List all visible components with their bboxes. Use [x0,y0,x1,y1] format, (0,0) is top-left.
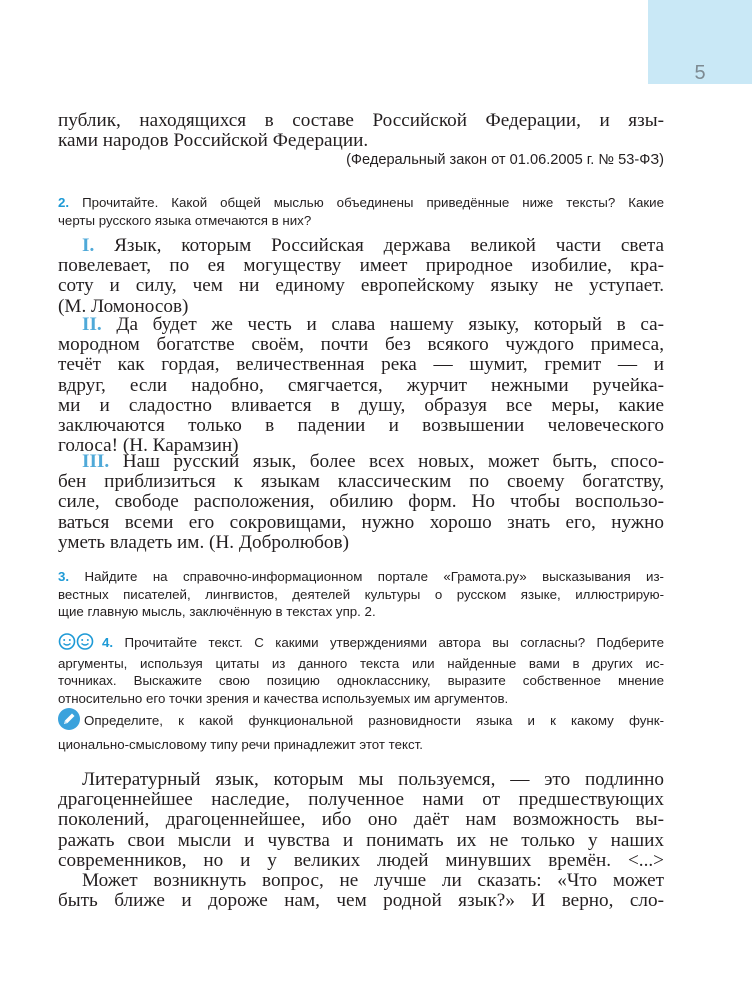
text-line: уметь владеть им. (Н. Добролюбов) [58,531,349,553]
text-line: Наш русский язык, более всех новых, может быть, спосо- [122,451,665,472]
task-text: вестных писателей, лингвистов, деятелей культуры о русском языке, иллюстрирую- [58,586,664,602]
subtask [58,708,664,757]
task-number: 4. [102,635,114,650]
text-line: современников, но и у великих людей минувших времён. <...> [58,849,664,871]
task-text: щие главную мысль, заключённую в текстах упр. 2. [58,604,376,619]
quote-karamzin [58,315,664,456]
main-text-paragraph-2 [58,871,664,911]
quote-label: III. [82,451,110,472]
task-number: 3. [58,569,70,584]
text-line: быть ближе и дороже нам, чем родной язык?» И верно, сло- [58,890,664,912]
page-corner-tab [648,0,752,84]
task-text: Определите, к какой функциональной разновидности языка и к какому функ- [84,713,664,728]
text-line: силе, свободе расположения, обилию форм. Но чтобы воспользо- [58,491,664,513]
text-line: заключаются только в падении и возвышении человеческого [58,415,664,437]
task-text: точниках. Выскажите свою позицию однокласснику, выразите собственное мнение [58,673,664,688]
text-line: ражать свои мысли и чувства и понимать их не только у наших [58,829,664,851]
task-text: аргументы, используя цитаты из данного текста или найденные вами в других ис- [58,655,664,671]
task-4 [58,633,664,707]
text-line: Да будет же честь и слава нашему языку, который в са- [116,314,664,335]
task-text: черты русского языка отмечаются в них? [58,212,312,228]
task-text: Прочитайте текст. С какими утверждениями автора вы согласны? Подберите [124,635,664,650]
law-excerpt [58,111,664,151]
task-text: относительно его точки зрения и качества используемых им аргументов. [58,690,509,706]
page-number: 5 [694,62,706,84]
text-line: повелевает, по ея могуществу имеет природное изобилие, кра- [58,255,664,277]
text-line: ми и сладостно вливается в душу, образуя все меры, какие [58,394,664,416]
main-text-paragraph-1 [58,770,664,871]
text-line: Язык, которым Российская держава великой части света [114,235,665,256]
text-line: поколений, драгоценнейшее, ибо оно даёт нам возможность вы- [58,809,664,831]
text-line: Может возникнуть вопрос, не лучше ли сказать: «Что может [82,870,664,891]
quote-label: II. [82,314,102,335]
pair-work-icon [58,633,98,655]
text-line: течёт как гордая, величественная река — шумит, гремит — и [58,354,664,376]
quote-lomonosov [58,236,664,317]
text-line: (М. Ломоносов) [58,295,189,317]
task-text: Найдите на справочно-информационном портале «Грамота.ру» высказывания из- [84,569,664,584]
text-line: ваться всеми его сокровищами, нужно хорошо знать его, нужно [58,511,664,533]
text-line: мородном богатстве своём, почти без всякого чуждого примеса, [58,334,664,356]
text-line: публик, находящихся в составе Российской Федерации, и язы- [58,110,664,131]
law-citation: (Федеральный закон от 01.06.2005 г. № 53-ФЗ) [346,152,664,168]
task-text: Прочитайте. Какой общей мыслью объединены приведённые ниже тексты? Какие [82,195,664,210]
task-2 [58,194,664,229]
task-3 [58,568,664,621]
text-line: Литературный язык, которым мы пользуемся, — это подлинно [82,769,664,790]
pencil-icon [58,708,80,730]
text-line: соту и силу, чем ни единому европейскому языку не уступает. [58,275,664,297]
text-line: голоса! (Н. Карамзин) [58,435,239,457]
text-line: вдруг, если надобно, смягчается, журчит нежными ручейка- [58,374,664,396]
text-line: драгоценнейшее наследие, полученное нами от предшествующих [58,789,664,811]
quote-label: I. [82,235,95,256]
task-text: ционально-смысловому типу речи принадлежит этот текст. [58,737,423,752]
quote-dobrolyubov [58,452,664,553]
task-number: 2. [58,195,70,210]
text-line: ками народов Российской Федерации. [58,130,369,152]
text-line: бен приблизиться к языкам классическим по своему богатству, [58,471,664,493]
